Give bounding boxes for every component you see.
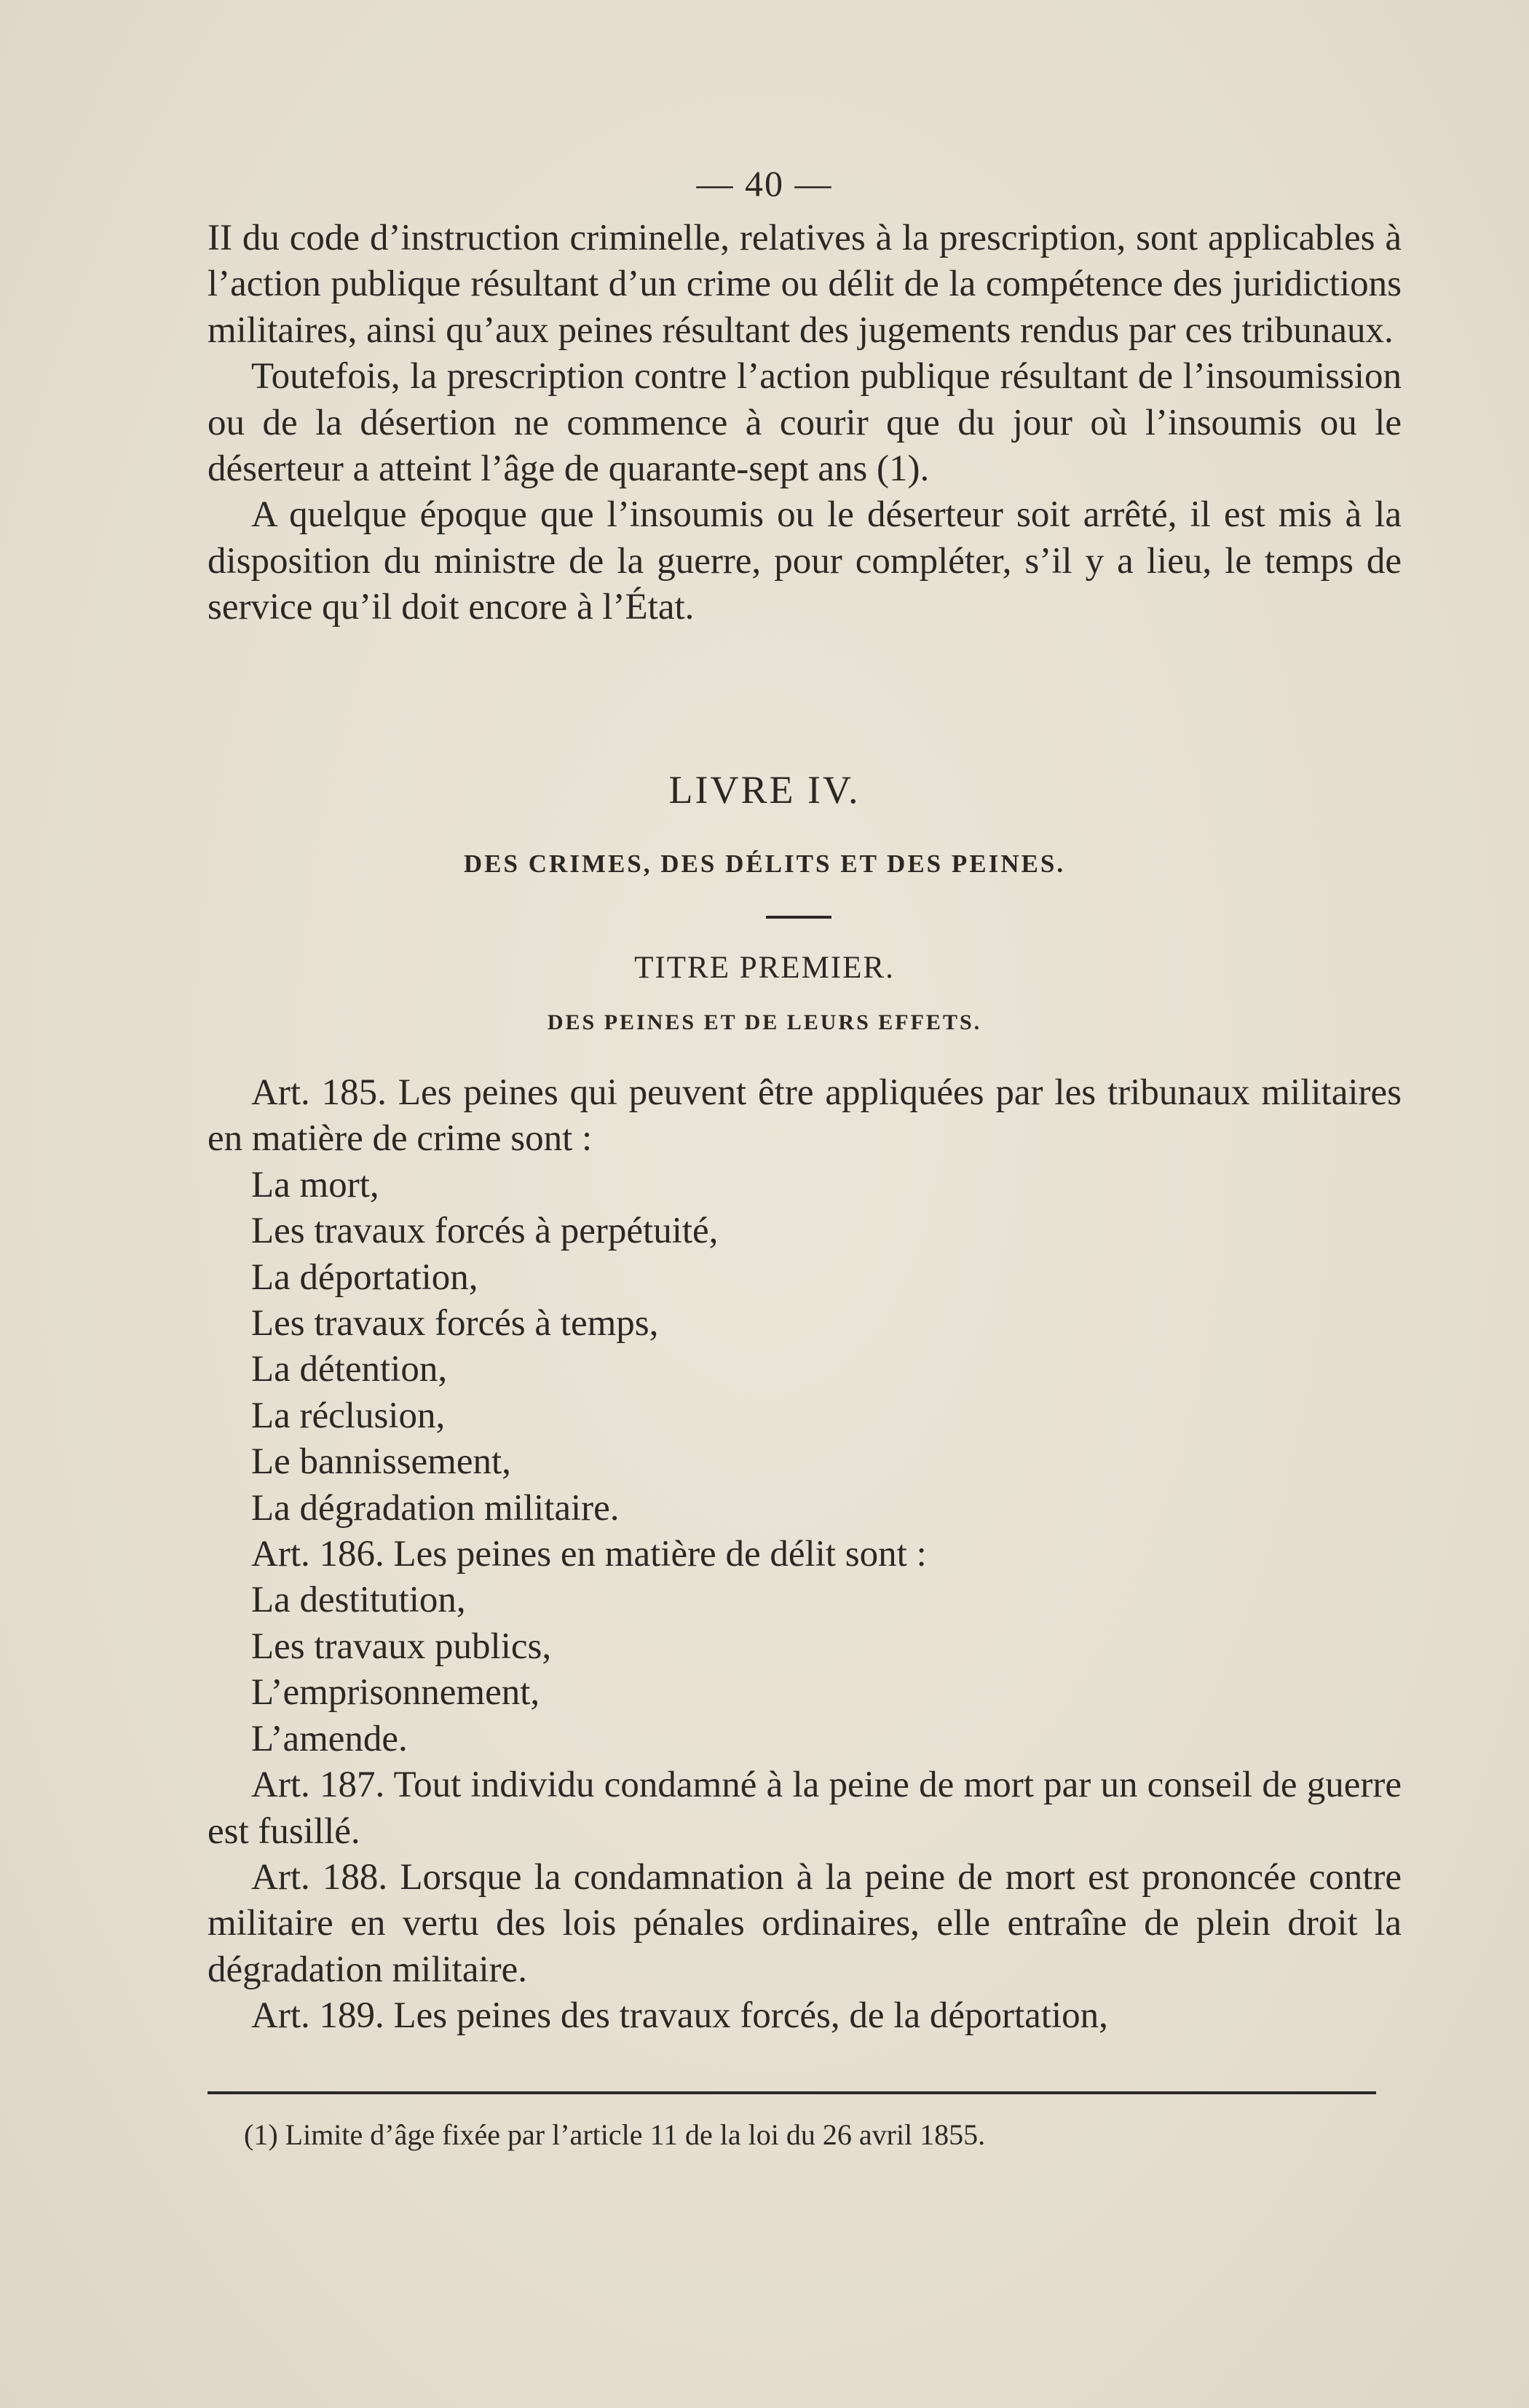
list-item: La détention, (251, 1349, 448, 1390)
article-186: Art. 186. Les peines en matière de délit sont : (251, 1534, 927, 1575)
list-item: Le bannissement, (251, 1441, 511, 1483)
book-subheading: DES CRIMES, DES DÉLITS ET DES PEINES. (463, 849, 1066, 878)
section-divider (766, 916, 831, 919)
list-item: La destitution, (251, 1580, 466, 1621)
titre-subheading: DES PEINES ET DE LEURS EFFETS. (547, 1010, 982, 1034)
list-item: Les travaux publics, (251, 1625, 552, 1667)
list-item: La dégradation militaire. (251, 1487, 620, 1529)
list-item: La mort, (251, 1164, 379, 1205)
list-item: La réclusion, (251, 1395, 446, 1436)
titre-heading: TITRE PREMIER. (634, 951, 895, 985)
paragraph-prescription-continued: II du code d’instruction criminelle, relatives à la prescription, sont applicables à l’action publique résultant d’un crime ou délit de la compétence des juridictions militaires, ainsi qu’aux peines résultant des jugements rendus par ces tribunaux. (208, 218, 1402, 351)
article-185: Art. 185. Les peines qui peuvent être appliquées par les tribunaux militaires en matière de crime sont : (208, 1072, 1402, 1160)
list-item: Les travaux forcés à perpétuité, (251, 1211, 719, 1252)
list-item: L’amende. (251, 1718, 408, 1759)
list-item: Les travaux forcés à temps, (251, 1303, 659, 1344)
list-item: La déportation, (251, 1256, 478, 1298)
intro-section (208, 215, 1402, 631)
footnote: (1) Limite d’âge fixée par l’article 11 de la loi du 26 avril 1855. (244, 2118, 986, 2151)
article-189: Art. 189. Les peines des travaux forcés, de la déportation, (251, 1995, 1108, 2037)
article-188: Art. 188. Lorsque la condamnation à la peine de mort est prononcée contre militaire en vertu des lois pénales ordinaires, elle entraîne de plein droit la dégradation militaire. (208, 1856, 1402, 1990)
article-187: Art. 187. Tout individu condamné à la peine de mort par un conseil de guerre est fusillé. (208, 1765, 1402, 1852)
book-heading: LIVRE IV. (668, 768, 861, 812)
list-item: L’emprisonnement, (251, 1672, 540, 1714)
page-number: — 40 — (696, 163, 833, 204)
paragraph-arrestation: A quelque époque que l’insoumis ou le déserteur soit arrêté, il est mis à la disposition du ministre de la guerre, pour compléter, s’il y a lieu, le temps de service qu’il doit encore à l’État. (208, 494, 1402, 628)
footnote-divider (208, 2091, 1376, 2094)
articles-section (208, 1070, 1402, 2040)
paragraph-toutefois: Toutefois, la prescription contre l’action publique résultant de l’insoumission ou de la désertion ne commence à courir que du jour où l’insoumis ou le déserteur a atteint l’âge de quarante-sept ans (1). (208, 356, 1402, 490)
